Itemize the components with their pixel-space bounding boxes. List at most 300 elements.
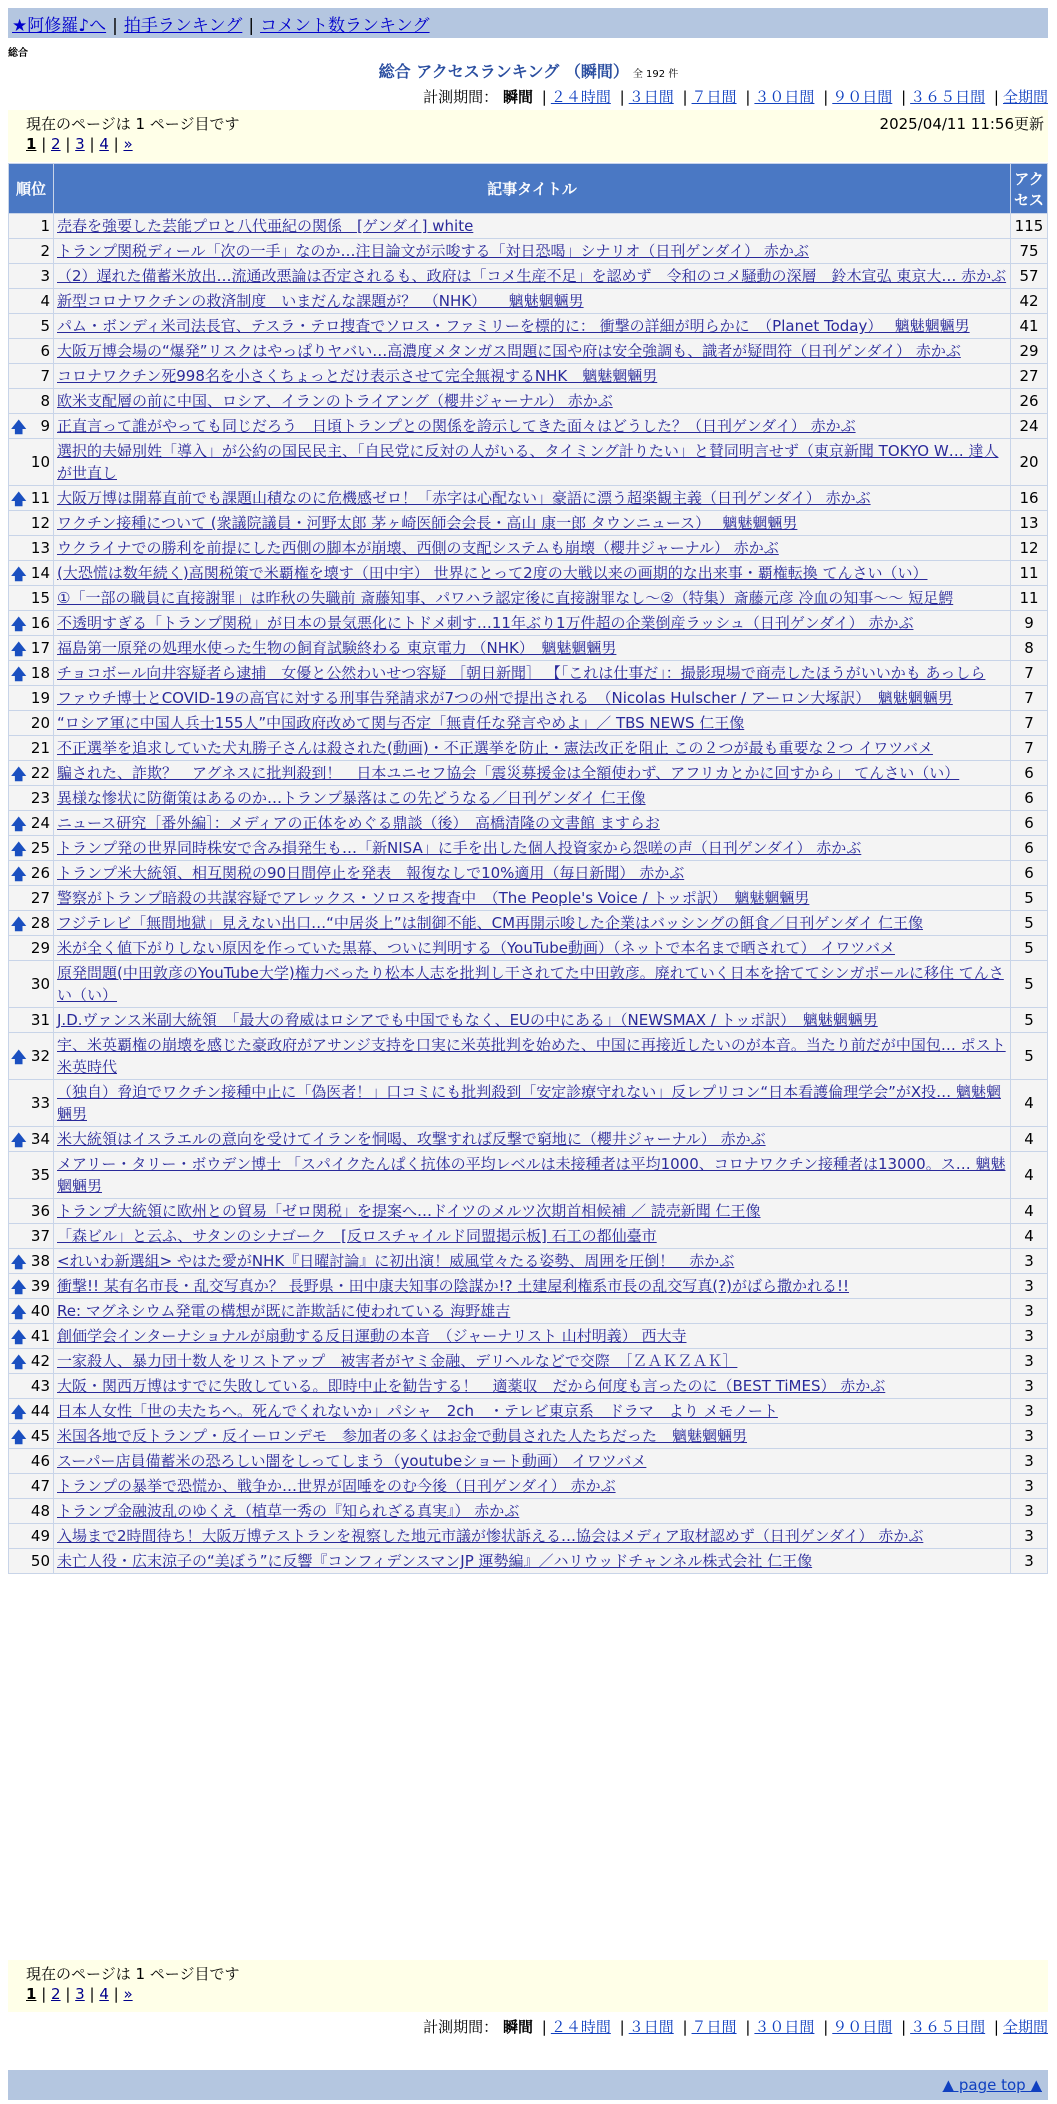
arrow-up-icon: 🡅 — [11, 640, 27, 658]
article-title-link[interactable]: Re: マグネシウム発電の構想が既に詐欺話に使われている 海野雄吉 — [57, 1302, 511, 1320]
arrow-up-icon: 🡅 — [11, 1048, 27, 1066]
rank-cell — [9, 1299, 53, 1323]
table-row — [9, 886, 1047, 910]
period-link-365d[interactable]: ３６５日間 — [910, 88, 986, 106]
page-current: 1 — [26, 1985, 37, 2003]
title-cell — [54, 1080, 1010, 1126]
page-link-3[interactable]: 3 — [75, 1985, 85, 2003]
access-count: 5 — [1011, 961, 1047, 1007]
table-row — [9, 1199, 1047, 1223]
access-count: 3 — [1011, 1499, 1047, 1523]
updated-time: 2025/04/11 11:56更新 — [879, 115, 1044, 133]
title-cell — [54, 1152, 1010, 1198]
title-cell — [54, 561, 1010, 585]
title-cell — [54, 264, 1010, 288]
access-count: 29 — [1011, 339, 1047, 363]
home-link[interactable]: ★阿修羅♪へ — [12, 16, 107, 36]
access-count: 5 — [1011, 1008, 1047, 1032]
table-row — [9, 661, 1047, 685]
access-count: 24 — [1011, 414, 1047, 438]
page-link-4[interactable]: 4 — [99, 135, 109, 153]
access-count: 5 — [1011, 911, 1047, 935]
article-title-link[interactable]: ニュース研究［番外編］：メディアの正体をめぐる鼎談（後） 高橋清隆の文書館 ますらお — [57, 814, 660, 832]
article-title-link[interactable]: 新型コロナワクチンの救済制度 いまだんな課題が？ （NHK） 魑魅魍魎男 — [57, 292, 584, 310]
article-title-link[interactable]: 大阪万博会場の“爆発”リスクはやっぱりヤバい…高濃度メタンガス問題に国や府は安全強調も、識者が疑問符（日刊ゲンダイ） 赤かぶ — [57, 342, 961, 360]
table-row — [9, 911, 1047, 935]
article-title-link[interactable]: コロナワクチン死998名を小さくちょっとだけ表示させて完全無視するNHK 魑魅魍魎男 — [57, 367, 658, 385]
rank-number: 31 — [30, 1011, 50, 1029]
rank-cell — [9, 786, 53, 810]
rank-cell — [9, 1249, 53, 1273]
title-cell — [54, 1549, 1010, 1573]
table-row — [9, 1224, 1047, 1248]
rank-cell — [9, 1152, 53, 1198]
period-link-365d[interactable]: ３６５日間 — [910, 2018, 986, 2036]
article-title-link[interactable]: 警察がトランプ暗殺の共謀容疑でアレックス・ソロスを捜査中 （The People's Voice / トッポ訳） 魑魅魍魎男 — [57, 889, 810, 907]
rank-cell — [9, 1224, 53, 1248]
article-title-link[interactable]: 一家殺人、暴力団十数人をリストアップ 被害者がヤミ金融、デリヘルなどで交際 ［ＺＡＫＺＡＫ］ — [57, 1352, 738, 1370]
table-row — [9, 1349, 1047, 1373]
period-link-24h[interactable]: ２４時間 — [550, 2018, 611, 2036]
rank-cell — [9, 1080, 53, 1126]
rank-number: 34 — [30, 1130, 50, 1148]
rank-cell — [9, 364, 53, 388]
rank-number: 14 — [30, 564, 50, 582]
rank-cell — [9, 611, 53, 635]
table-row — [9, 711, 1047, 735]
access-count: 8 — [1011, 636, 1047, 660]
rank-header: 順位 — [9, 164, 53, 213]
title-cell — [54, 1349, 1010, 1373]
period-label: 計測期間： — [423, 2018, 499, 2036]
title-cell — [54, 711, 1010, 735]
article-title-link[interactable]: 売春を強要した芸能プロと八代亜紀の関係 [ゲンダイ] white — [57, 217, 474, 235]
article-title-link[interactable]: 大阪万博は開幕直前でも課題山積なのに危機感ゼロ！「赤字は心配ない」豪語に漂う超楽観主義（日刊ゲンダイ） 赤かぶ — [57, 489, 871, 507]
rank-number: 27 — [30, 889, 50, 907]
article-title-link[interactable]: 不透明すぎる「トランプ関税」が日本の景気悪化にトドメ刺す…11年ぶり1万件超の企業倒産ラッシュ（日刊ゲンダイ） 赤かぶ — [57, 614, 914, 632]
rank-cell — [9, 214, 53, 238]
rank-cell — [9, 711, 53, 735]
arrow-up-icon: 🡅 — [11, 865, 27, 883]
rank-cell — [9, 1524, 53, 1548]
table-row — [9, 1474, 1047, 1498]
table-row — [9, 1499, 1047, 1523]
article-title-link[interactable]: 宇、米英覇権の崩壊を感じた豪政府がアサンジ支持を口実に米英批判を始めた、中国に再接近したいのが本音。当たり前だが中国包… ポスト米英時代 — [57, 1036, 1006, 1076]
table-row — [9, 1127, 1047, 1151]
title-cell — [54, 439, 1010, 485]
period-link-30d[interactable]: ３０日間 — [754, 2018, 815, 2036]
article-title-link[interactable]: （2）遅れた備蓄米放出…流通改悪論は否定されるも、政府は「コメ生産不足」を認めず 令和のコメ騒動の深層 鈴木宣弘 東京大… 赤かぶ — [57, 267, 1007, 285]
access-count: 3 — [1011, 1324, 1047, 1348]
rank-number: 42 — [30, 1352, 50, 1370]
title-cell — [54, 486, 1010, 510]
access-count: 115 — [1011, 214, 1047, 238]
article-title-link[interactable]: パム・ボンディ米司法長官、テスラ・テロ捜査でソロス・ファミリーを標的に： 衝撃の詳細が明らかに （Planet Today） 魑魅魍魎男 — [57, 317, 970, 335]
article-title-link[interactable]: チョコボール向井容疑者ら逮捕 女優と公然わいせつ容疑 ［朝日新聞］ 【「これは仕事だ」：撮影現場で商売したほうがいいかも あっしら — [57, 664, 986, 682]
rank-number: 25 — [30, 839, 50, 857]
table-row — [9, 561, 1047, 585]
rank-cell — [9, 1399, 53, 1423]
rank-cell — [9, 636, 53, 660]
rank-cell — [9, 1199, 53, 1223]
rank-cell — [9, 736, 53, 760]
table-row — [9, 1374, 1047, 1398]
article-title-link[interactable]: 米が全く値下がりしない原因を作っていた黒幕、ついに判明する（YouTube動画）（ネットで本名まで晒されて） イワツバメ — [57, 939, 895, 957]
table-row — [9, 961, 1047, 1007]
nav-separator: | — [248, 16, 255, 36]
article-title-link[interactable]: J.D.ヴァンス米副大統領 「最大の脅威はロシアでも中国でもなく、EUの中にある」（NEWSMAX / トッポ訳） 魑魅魍魎男 — [57, 1011, 878, 1029]
article-title-link[interactable]: 創価学会インターナショナルが扇動する反日運動の本音 （ジャーナリスト 山村明義） 西大寺 — [57, 1327, 687, 1345]
rank-cell — [9, 761, 53, 785]
page-link-3[interactable]: 3 — [75, 135, 85, 153]
table-row — [9, 636, 1047, 660]
article-title-link[interactable]: メアリー・タリー・ボウデン博士 「スパイクたんぱく抗体の平均レベルは未接種者は平均1000、コロナワクチン接種者は13000。ス… 魑魅魍魎男 — [57, 1155, 1006, 1195]
rank-number: 45 — [30, 1427, 50, 1445]
access-count: 3 — [1011, 1524, 1047, 1548]
title-cell — [54, 1324, 1010, 1348]
rank-cell — [9, 911, 53, 935]
rank-number: 50 — [30, 1552, 50, 1570]
access-count: 4 — [1011, 1199, 1047, 1223]
article-title-link[interactable]: 選択的夫婦別姓「導入」が公約の国民民主、「自民党に反対の人がいる、タイミング計りたい」と賛同明言せず（東京新聞 TOKYO W… 達人が世直し — [57, 442, 999, 482]
access-count: 11 — [1011, 586, 1047, 610]
arrow-up-icon: 🡅 — [11, 565, 27, 583]
article-title-link[interactable]: 原発問題(中田敦彦のYouTube大学)権力べったり松本人志を批判し干されてた中田敦彦。廃れていく日本を捨ててシンガポールに移住 てんさい（い） — [57, 964, 1004, 1004]
title-cell — [54, 289, 1010, 313]
title-cell — [54, 911, 1010, 935]
period-link-3d[interactable]: ３日間 — [628, 88, 674, 106]
article-title-link[interactable]: トランプ発の世界同時株安で含み損発生も…「新NISA」に手を出した個人投資家から怨嗟の声（日刊ゲンダイ） 赤かぶ — [57, 839, 862, 857]
access-count: 4 — [1011, 1127, 1047, 1151]
table-row — [9, 786, 1047, 810]
table-row — [9, 1424, 1047, 1448]
article-title-link[interactable]: 福島第一原発の処理水使った生物の飼育試験終わる 東京電力 （NHK） 魑魅魍魎男 — [57, 639, 617, 657]
article-title-link[interactable]: ファウチ博士とCOVID-19の高官に対する刑事告発請求が7つの州で提出される （Nicolas Hulscher / アーロン大塚訳） 魑魅魍魎男 — [57, 689, 953, 707]
title-cell — [54, 611, 1010, 635]
period-link-90d[interactable]: ９０日間 — [832, 88, 893, 106]
rank-number: 46 — [30, 1452, 50, 1470]
access-count: 3 — [1011, 1249, 1047, 1273]
title-cell — [54, 936, 1010, 960]
page-next[interactable]: » — [123, 135, 133, 153]
period-link-all[interactable]: 全期間 — [1002, 88, 1048, 106]
rank-number: 36 — [30, 1202, 50, 1220]
period-link-30d[interactable]: ３０日間 — [754, 88, 815, 106]
arrow-up-icon: 🡅 — [11, 1253, 27, 1271]
table-row — [9, 486, 1047, 510]
item-count: 全 192 件 — [632, 69, 679, 80]
page-status: 現在のページは 1 ページ目です — [26, 115, 240, 133]
rank-cell — [9, 561, 53, 585]
rank-cell — [9, 1499, 53, 1523]
rank-cell — [9, 486, 53, 510]
rank-cell — [9, 861, 53, 885]
title-cell — [54, 886, 1010, 910]
title-cell — [54, 389, 1010, 413]
access-count: 3 — [1011, 1374, 1047, 1398]
rank-number: 1 — [40, 217, 50, 235]
table-row — [9, 339, 1047, 363]
access-count: 6 — [1011, 836, 1047, 860]
table-row — [9, 686, 1047, 710]
rank-cell — [9, 1324, 53, 1348]
rank-number: 3 — [40, 267, 50, 285]
access-count: 75 — [1011, 239, 1047, 263]
period-link-7d[interactable]: ７日間 — [691, 88, 737, 106]
rank-cell — [9, 1349, 53, 1373]
period-link-all[interactable]: 全期間 — [1002, 2018, 1048, 2036]
title-cell — [54, 1008, 1010, 1032]
access-count: 4 — [1011, 1080, 1047, 1126]
clap-ranking-link[interactable]: 拍手ランキング — [123, 16, 243, 36]
rank-cell — [9, 1274, 53, 1298]
rank-number: 19 — [30, 689, 50, 707]
article-title-link[interactable]: ①「一部の職員に直接謝罪」は昨秋の失職前 斎藤知事、パワハラ認定後に直接謝罪なし〜②（特集）斎藤元彦 冷血の知事〜〜 短足鰐 — [57, 589, 954, 607]
rank-number: 33 — [30, 1094, 50, 1112]
table-row — [9, 761, 1047, 785]
title-cell — [54, 1199, 1010, 1223]
rank-number: 12 — [30, 514, 50, 532]
article-title-link[interactable]: トランプ金融波乱のゆくえ（植草一秀の『知られざる真実』） 赤かぶ — [57, 1502, 520, 1520]
title-cell — [54, 1424, 1010, 1448]
rank-cell — [9, 886, 53, 910]
article-title-link[interactable]: <れいわ新選組> やはた愛がNHK『日曜討論』に初出演！威風堂々たる姿勢、周囲を圧倒！ 赤かぶ — [57, 1252, 735, 1270]
arrow-up-icon: 🡅 — [11, 815, 27, 833]
access-count: 7 — [1011, 686, 1047, 710]
article-title-link[interactable]: 大阪・関西万博はすでに失敗している。即時中止を勧告する！ 適薬収 だから何度も言ったのに（BEST TiMES） 赤かぶ — [57, 1377, 886, 1395]
article-title-link[interactable]: トランプの暴挙で恐慌か、戦争か…世界が固唾をのむ今後（日刊ゲンダイ） 赤かぶ — [57, 1477, 616, 1495]
category-label: 総合 — [8, 48, 28, 59]
access-count: 5 — [1011, 886, 1047, 910]
access-count: 12 — [1011, 536, 1047, 560]
title-cell — [54, 1374, 1010, 1398]
title-cell — [54, 1224, 1010, 1248]
rank-number: 41 — [30, 1327, 50, 1345]
rank-number: 48 — [30, 1502, 50, 1520]
access-count: 7 — [1011, 661, 1047, 685]
table-row — [9, 936, 1047, 960]
title-cell — [54, 239, 1010, 263]
article-title-link[interactable]: 米大統領はイスラエルの意向を受けてイランを恫喝、攻撃すれば反撃で窮地に（櫻井ジャーナル） 赤かぶ — [57, 1130, 766, 1148]
access-count: 9 — [1011, 611, 1047, 635]
page-link-2[interactable]: 2 — [51, 135, 61, 153]
title-cell — [54, 636, 1010, 660]
rank-cell — [9, 264, 53, 288]
period-current: 瞬間 — [502, 2018, 533, 2036]
table-row — [9, 1299, 1047, 1323]
article-title-link[interactable]: ワクチン接種について (衆議院議員・河野太郎 茅ヶ崎医師会会長・高山 康一郎 タウンニュース） 魑魅魍魎男 — [57, 514, 798, 532]
article-title-link[interactable]: 不正選挙を追求していた犬丸勝子さんは殺された(動画)・不正選挙を防止・憲法改正を阻止 この２つが最も重要な２つ イワツバメ — [57, 739, 933, 757]
article-title-link[interactable]: スーパー店員備蓄米の恐ろしい闇をしってしまう（youtubeショート動画） イワツバメ — [57, 1452, 647, 1470]
rank-number: 13 — [30, 539, 50, 557]
arrow-up-icon: 🡅 — [11, 615, 27, 633]
arrow-up-icon: 🡅 — [11, 1353, 27, 1371]
arrow-up-icon: 🡅 — [11, 1278, 27, 1296]
rank-number: 26 — [30, 864, 50, 882]
period-link-3d[interactable]: ３日間 — [628, 2018, 674, 2036]
rank-cell — [9, 314, 53, 338]
page-next[interactable]: » — [123, 1985, 133, 2003]
title-cell — [54, 1399, 1010, 1423]
access-count: 3 — [1011, 1449, 1047, 1473]
table-row — [9, 439, 1047, 485]
title-cell — [54, 1524, 1010, 1548]
article-title-link[interactable]: 異様な惨状に防衛策はあるのか…トランプ暴落はこの先どうなる／日刊ゲンダイ 仁王像 — [57, 789, 646, 807]
article-title-link[interactable]: 米国各地で反トランプ・反イーロンデモ 参加者の多くはお金で動員された人たちだった 魑魅魍魎男 — [57, 1427, 748, 1445]
title-cell — [54, 686, 1010, 710]
article-title-link[interactable]: 正直言って誰がやっても同じだろう 日頃トランプとの関係を誇示してきた面々はどうした？（日刊ゲンダイ） 赤かぶ — [57, 417, 856, 435]
nav-separator: | — [112, 16, 118, 36]
pager-bottom — [8, 1960, 1048, 2012]
title-cell — [54, 786, 1010, 810]
top-nav — [8, 8, 1048, 38]
title-cell — [54, 661, 1010, 685]
rank-number: 24 — [30, 814, 50, 832]
title-cell — [54, 736, 1010, 760]
rank-number: 32 — [30, 1047, 50, 1065]
article-title-link[interactable]: 未亡人役・広末涼子の“美ぼう”に反響『コンフィデンスマンJP 運勢編』／ハリウッドチャンネル株式会社 仁王像 — [57, 1552, 813, 1570]
pagination: 1 | 2 | 3 | 4 | » — [26, 135, 133, 153]
access-count: 6 — [1011, 786, 1047, 810]
page-top-link[interactable]: ▲ page top ▲ — [942, 2076, 1042, 2094]
arrow-up-icon: 🡅 — [11, 490, 27, 508]
article-title-link[interactable]: （独自）脅迫でワクチン接種中止に「偽医者！」口コミにも批判殺到「安定診療守れない」反レプリコン“日本看護倫理学会”がX投… 魑魅魍魎男 — [57, 1083, 1001, 1123]
comment-ranking-link[interactable]: コメント数ランキング — [260, 16, 430, 36]
access-count: 20 — [1011, 439, 1047, 485]
period-link-7d[interactable]: ７日間 — [691, 2018, 737, 2036]
ranking-table — [8, 163, 1048, 1574]
title-cell — [54, 961, 1010, 1007]
access-count: 26 — [1011, 389, 1047, 413]
title-cell — [54, 1249, 1010, 1273]
access-count: 7 — [1011, 736, 1047, 760]
rank-number: 23 — [30, 789, 50, 807]
table-row — [9, 1524, 1047, 1548]
article-title-link[interactable]: (大恐慌は数年続く)高関税策で米覇権を壊す（田中宇） 世界にとって2度の大戦以来の画期的な出来事・覇権転換 てんさい（い） — [57, 564, 928, 582]
page-current: 1 — [26, 135, 37, 153]
title-cell — [54, 836, 1010, 860]
access-count: 3 — [1011, 1399, 1047, 1423]
article-title-link[interactable]: 騙された、詐欺？ アグネスに批判殺到！ 日本ユニセフ協会「震災募援金は全額使わず、アフリカとかに回すから」 てんさい（い） — [57, 764, 960, 782]
period-label: 計測期間： — [423, 88, 499, 106]
rank-number: 11 — [30, 489, 50, 507]
article-title-link[interactable]: トランプ大統領に欧州との貿易「ゼロ関税」を提案へ…ドイツのメルツ次期首相候補 ／ 読売新聞 仁王像 — [57, 1202, 761, 1220]
access-count: 16 — [1011, 486, 1047, 510]
table-row — [9, 811, 1047, 835]
rank-cell — [9, 661, 53, 685]
rank-number: 22 — [30, 764, 50, 782]
rank-number: 21 — [30, 739, 50, 757]
rank-number: 17 — [30, 639, 50, 657]
arrow-up-icon: 🡅 — [11, 765, 27, 783]
page-link-4[interactable]: 4 — [99, 1985, 109, 2003]
title-cell — [54, 761, 1010, 785]
access-count: 3 — [1011, 1474, 1047, 1498]
table-row — [9, 511, 1047, 535]
arrow-up-icon: 🡅 — [11, 665, 27, 683]
table-row — [9, 264, 1047, 288]
access-count: 5 — [1011, 936, 1047, 960]
rank-number: 44 — [30, 1402, 50, 1420]
ranking-title: 総合 アクセスランキング （瞬間） — [378, 62, 629, 81]
table-row — [9, 214, 1047, 238]
access-count: 7 — [1011, 711, 1047, 735]
table-row — [9, 389, 1047, 413]
pagination: 1 | 2 | 3 | 4 | » — [26, 1985, 133, 2003]
rank-number: 30 — [30, 975, 50, 993]
rank-number: 9 — [40, 417, 50, 435]
rank-number: 7 — [40, 367, 50, 385]
article-title-link[interactable]: トランプ米大統領、相互関税の90日間停止を発表 報復なしで10%適用（毎日新聞） 赤かぶ — [57, 864, 685, 882]
rank-number: 37 — [30, 1227, 50, 1245]
access-count: 4 — [1011, 1224, 1047, 1248]
article-title-link[interactable]: 衝撃!! 某有名市長・乱交写真か？ 長野県・田中康夫知事の陰謀か!? 土建屋利権系市長の乱交写真(?)がばら撒かれる!! — [57, 1277, 850, 1295]
article-title-link[interactable]: ウクライナでの勝利を前提にした西側の脚本が崩壊、西側の支配システムも崩壊（櫻井ジャーナル） 赤かぶ — [57, 539, 779, 557]
table-row — [9, 1324, 1047, 1348]
rank-number: 4 — [40, 292, 50, 310]
arrow-up-icon: 🡅 — [11, 1131, 27, 1149]
rank-cell — [9, 511, 53, 535]
table-row — [9, 1080, 1047, 1126]
rank-number: 40 — [30, 1302, 50, 1320]
rank-number: 5 — [40, 317, 50, 335]
table-row — [9, 611, 1047, 635]
table-row — [9, 586, 1047, 610]
table-row — [9, 1249, 1047, 1273]
period-selector-top: 計測期間： 瞬間 | ２４時間 | ３日間 | ７日間 | ３０日間 | ９０日間 | ３６５日間 | 全期間 — [423, 88, 1048, 106]
article-title-link[interactable]: トランプ関税ディール「次の一手」なのか…注目論文が示唆する「対日恐喝」シナリオ（日刊ゲンダイ） 赤かぶ — [57, 242, 809, 260]
page-link-2[interactable]: 2 — [51, 1985, 61, 2003]
access-count: 6 — [1011, 811, 1047, 835]
rank-cell — [9, 1008, 53, 1032]
rank-cell — [9, 1449, 53, 1473]
rank-cell — [9, 936, 53, 960]
article-title-link[interactable]: 入場まで2時間待ち！大阪万博テストランを視察した地元市議が惨状訴える…協会はメディア取材認めず（日刊ゲンダイ） 赤かぶ — [57, 1527, 924, 1545]
table-row — [9, 239, 1047, 263]
article-title-link[interactable]: “ロシア軍に中国人兵士155人”中国政府改めて関与否定「無責任な発言やめよ」／ TBS NEWS 仁王像 — [57, 714, 745, 732]
article-title-link[interactable]: フジテレビ「無間地獄」見えない出口…“中居炎上”は制御不能、CM再開示唆した企業はバッシングの餌食／日刊ゲンダイ 仁王像 — [57, 914, 923, 932]
access-count: 3 — [1011, 1349, 1047, 1373]
article-title-link[interactable]: 欧米支配層の前に中国、ロシア、イランのトライアング（櫻井ジャーナル） 赤かぶ — [57, 392, 613, 410]
rank-number: 10 — [30, 453, 50, 471]
period-link-24h[interactable]: ２４時間 — [550, 88, 611, 106]
title-cell — [54, 414, 1010, 438]
rank-number: 2 — [40, 242, 50, 260]
table-row — [9, 1033, 1047, 1079]
access-count: 13 — [1011, 511, 1047, 535]
period-link-90d[interactable]: ９０日間 — [832, 2018, 893, 2036]
page-title — [0, 59, 1057, 82]
period-selector-bottom: 計測期間： 瞬間 | ２４時間 | ３日間 | ７日間 | ３０日間 | ９０日間 | ３６５日間 | 全期間 — [423, 2018, 1048, 2036]
table-row — [9, 1274, 1047, 1298]
title-cell — [54, 364, 1010, 388]
rank-number: 49 — [30, 1527, 50, 1545]
rank-number: 29 — [30, 939, 50, 957]
access-count: 3 — [1011, 1299, 1047, 1323]
article-title-link[interactable]: 「森ビル」と云ふ、サタンのシナゴーク [反ロスチャイルド同盟掲示板] 石工の都仙臺市 — [57, 1227, 657, 1245]
table-row — [9, 861, 1047, 885]
article-title-link[interactable]: 日本人女性「世の夫たちへ。死んでくれないか」パシャ 2ch ・テレビ東京系 ドラマ より メモノート — [57, 1402, 778, 1420]
rank-cell — [9, 586, 53, 610]
rank-cell — [9, 1474, 53, 1498]
title-cell — [54, 536, 1010, 560]
rank-cell — [9, 439, 53, 485]
access-count: 42 — [1011, 289, 1047, 313]
table-row — [9, 1008, 1047, 1032]
access-count: 6 — [1011, 861, 1047, 885]
title-cell — [54, 1299, 1010, 1323]
rank-cell — [9, 1374, 53, 1398]
